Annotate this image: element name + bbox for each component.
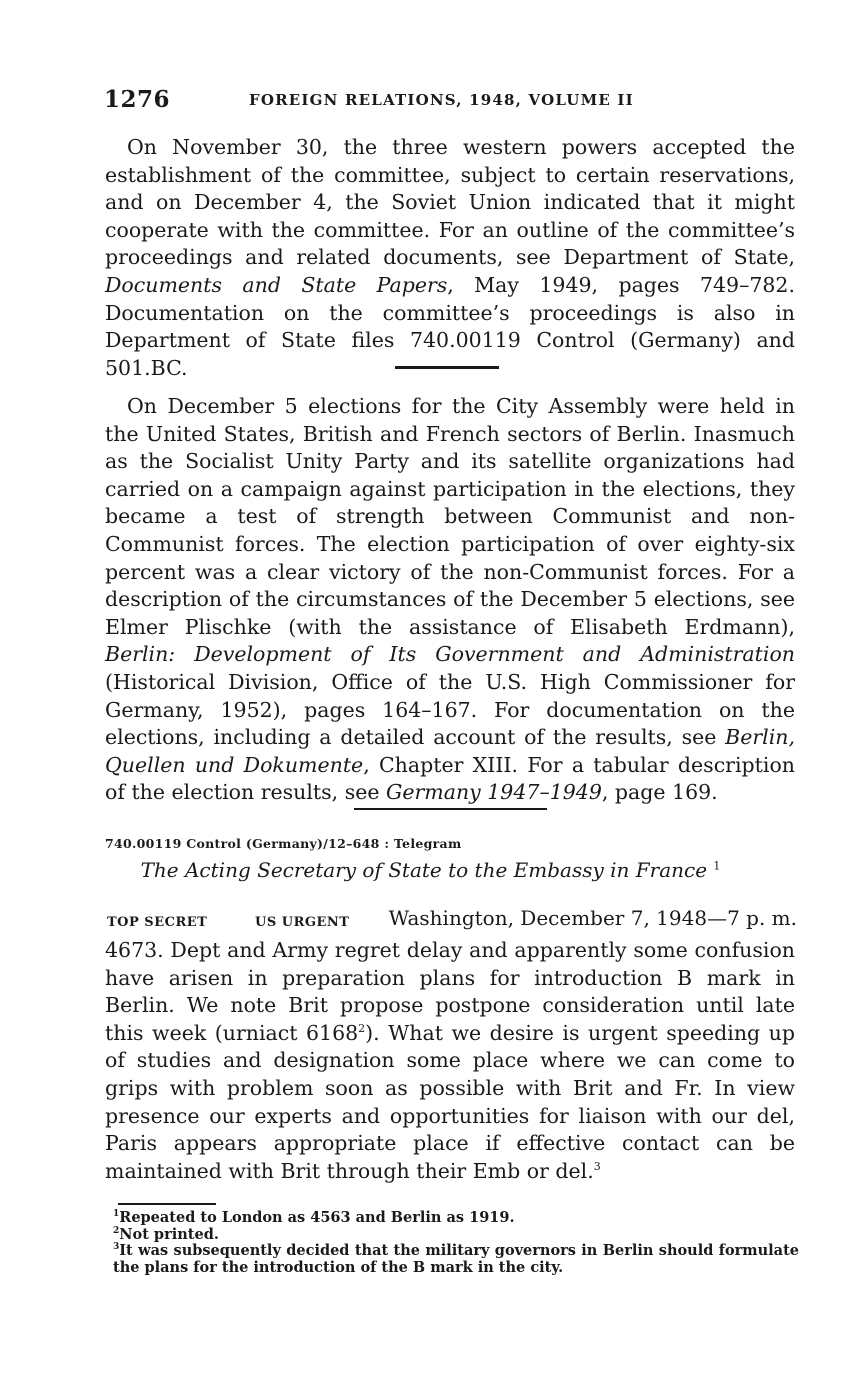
- footnote-marker: 3: [113, 1242, 120, 1253]
- footnote-text: Repeated to London as 4563 and Berlin as 1919.: [119, 1209, 515, 1226]
- note-text: , May 1949, pages 749–782. Documentation on the committee’s proceedings is also in Department of State files 740.00119 Control (Germany) and 501.BC.: [105, 272, 795, 380]
- footnote-marker: 2: [358, 1021, 366, 1035]
- footnote: [113, 1243, 799, 1276]
- dateline: Washington, December 7, 1948—7 p. m.: [388, 906, 797, 930]
- document-title: [0, 858, 861, 882]
- file-reference: 740.00119 Control (Germany)/12–648 : Telegram: [105, 836, 462, 851]
- note-text: On November 30, the three western powers accepted the establishment of the committee, subject to certain reservations, and on December 4, the Soviet Union indicated that it might cooperate with the committee. For an outline of the committee’s proceedings and related documents, see Department of State,: [105, 135, 795, 270]
- footnote: [113, 1210, 799, 1227]
- footnote-text: Not printed.: [119, 1225, 219, 1243]
- footnote-marker: 2: [113, 1225, 120, 1236]
- telegram-text: 4673. Dept and Army regret delay and apparently some confusion have arisen in preparation plans for introduction B mark in Berlin. We note Brit propose postpone consideration until late this week (urniact 6168: [105, 938, 795, 1045]
- section-divider: [354, 808, 547, 810]
- editorial-note-elections: [105, 393, 795, 807]
- cited-title: Documents and State Papers: [105, 272, 448, 297]
- cited-title: Berlin, Quellen und Dokumente: [105, 725, 795, 777]
- note-text: (Historical Division, Office of the U.S. High Commissioner for Germany, 1952), pages 164–167. For documentation on the elections, including a detailed account of the results, see: [105, 669, 795, 750]
- classification-line: [107, 906, 797, 936]
- footnotes: [113, 1210, 799, 1276]
- footnote-marker: 1: [713, 859, 721, 873]
- document-title-text: The Acting Secretary of State to the Embassy in France: [140, 858, 708, 882]
- telegram-body: [105, 937, 795, 1185]
- footnote: [113, 1227, 799, 1244]
- footnote-rule: [118, 1203, 216, 1205]
- page-header: [104, 86, 801, 120]
- precedence: US URGENT: [255, 915, 350, 930]
- telegram-text: ). What we desire is urgent speeding up of studies and designation some place where we can come to grips with problem soon as possible with Brit and Fr. In view presence our experts and opportunities for liaison with our del, Paris appears appropriate place if effective contact can be maintained with Brit through their Emb or del.: [105, 1020, 795, 1183]
- editorial-note-committee: [105, 134, 795, 382]
- section-divider: [395, 366, 499, 369]
- footnote-text: It was subsequently decided that the military governors in Berlin should formulate the plans for the introduction of the B mark in the city.: [113, 1242, 799, 1276]
- note-text: , page 169.: [601, 780, 718, 805]
- footnote-marker: 1: [113, 1209, 120, 1220]
- footnote-marker: 3: [593, 1159, 601, 1173]
- running-head: FOREIGN RELATIONS, 1948, VOLUME II: [249, 91, 634, 109]
- note-text: , Chapter XIII. For a tabular description of the election results, see: [105, 752, 796, 805]
- cited-title: Berlin: Development of Its Government and Administration: [105, 642, 795, 667]
- cited-title: Germany 1947–1949: [386, 780, 602, 805]
- note-text: On December 5 elections for the City Assembly were held in the United States, British and French sectors of Berlin. Inasmuch as the Socialist Unity Party and its satellite organizations had carried on a campaign against participation in the elections, they became a test of strength between Communist and non-Communist forces. The election participation of over eighty-six percent was a clear victory of the non-Communist forces. For a description of the circumstances of the December 5 elections, see Elmer Plischke (with the assistance of Elisabeth Erdmann),: [105, 394, 795, 639]
- page-number: 1276: [104, 86, 171, 113]
- classification: TOP SECRET: [107, 915, 208, 930]
